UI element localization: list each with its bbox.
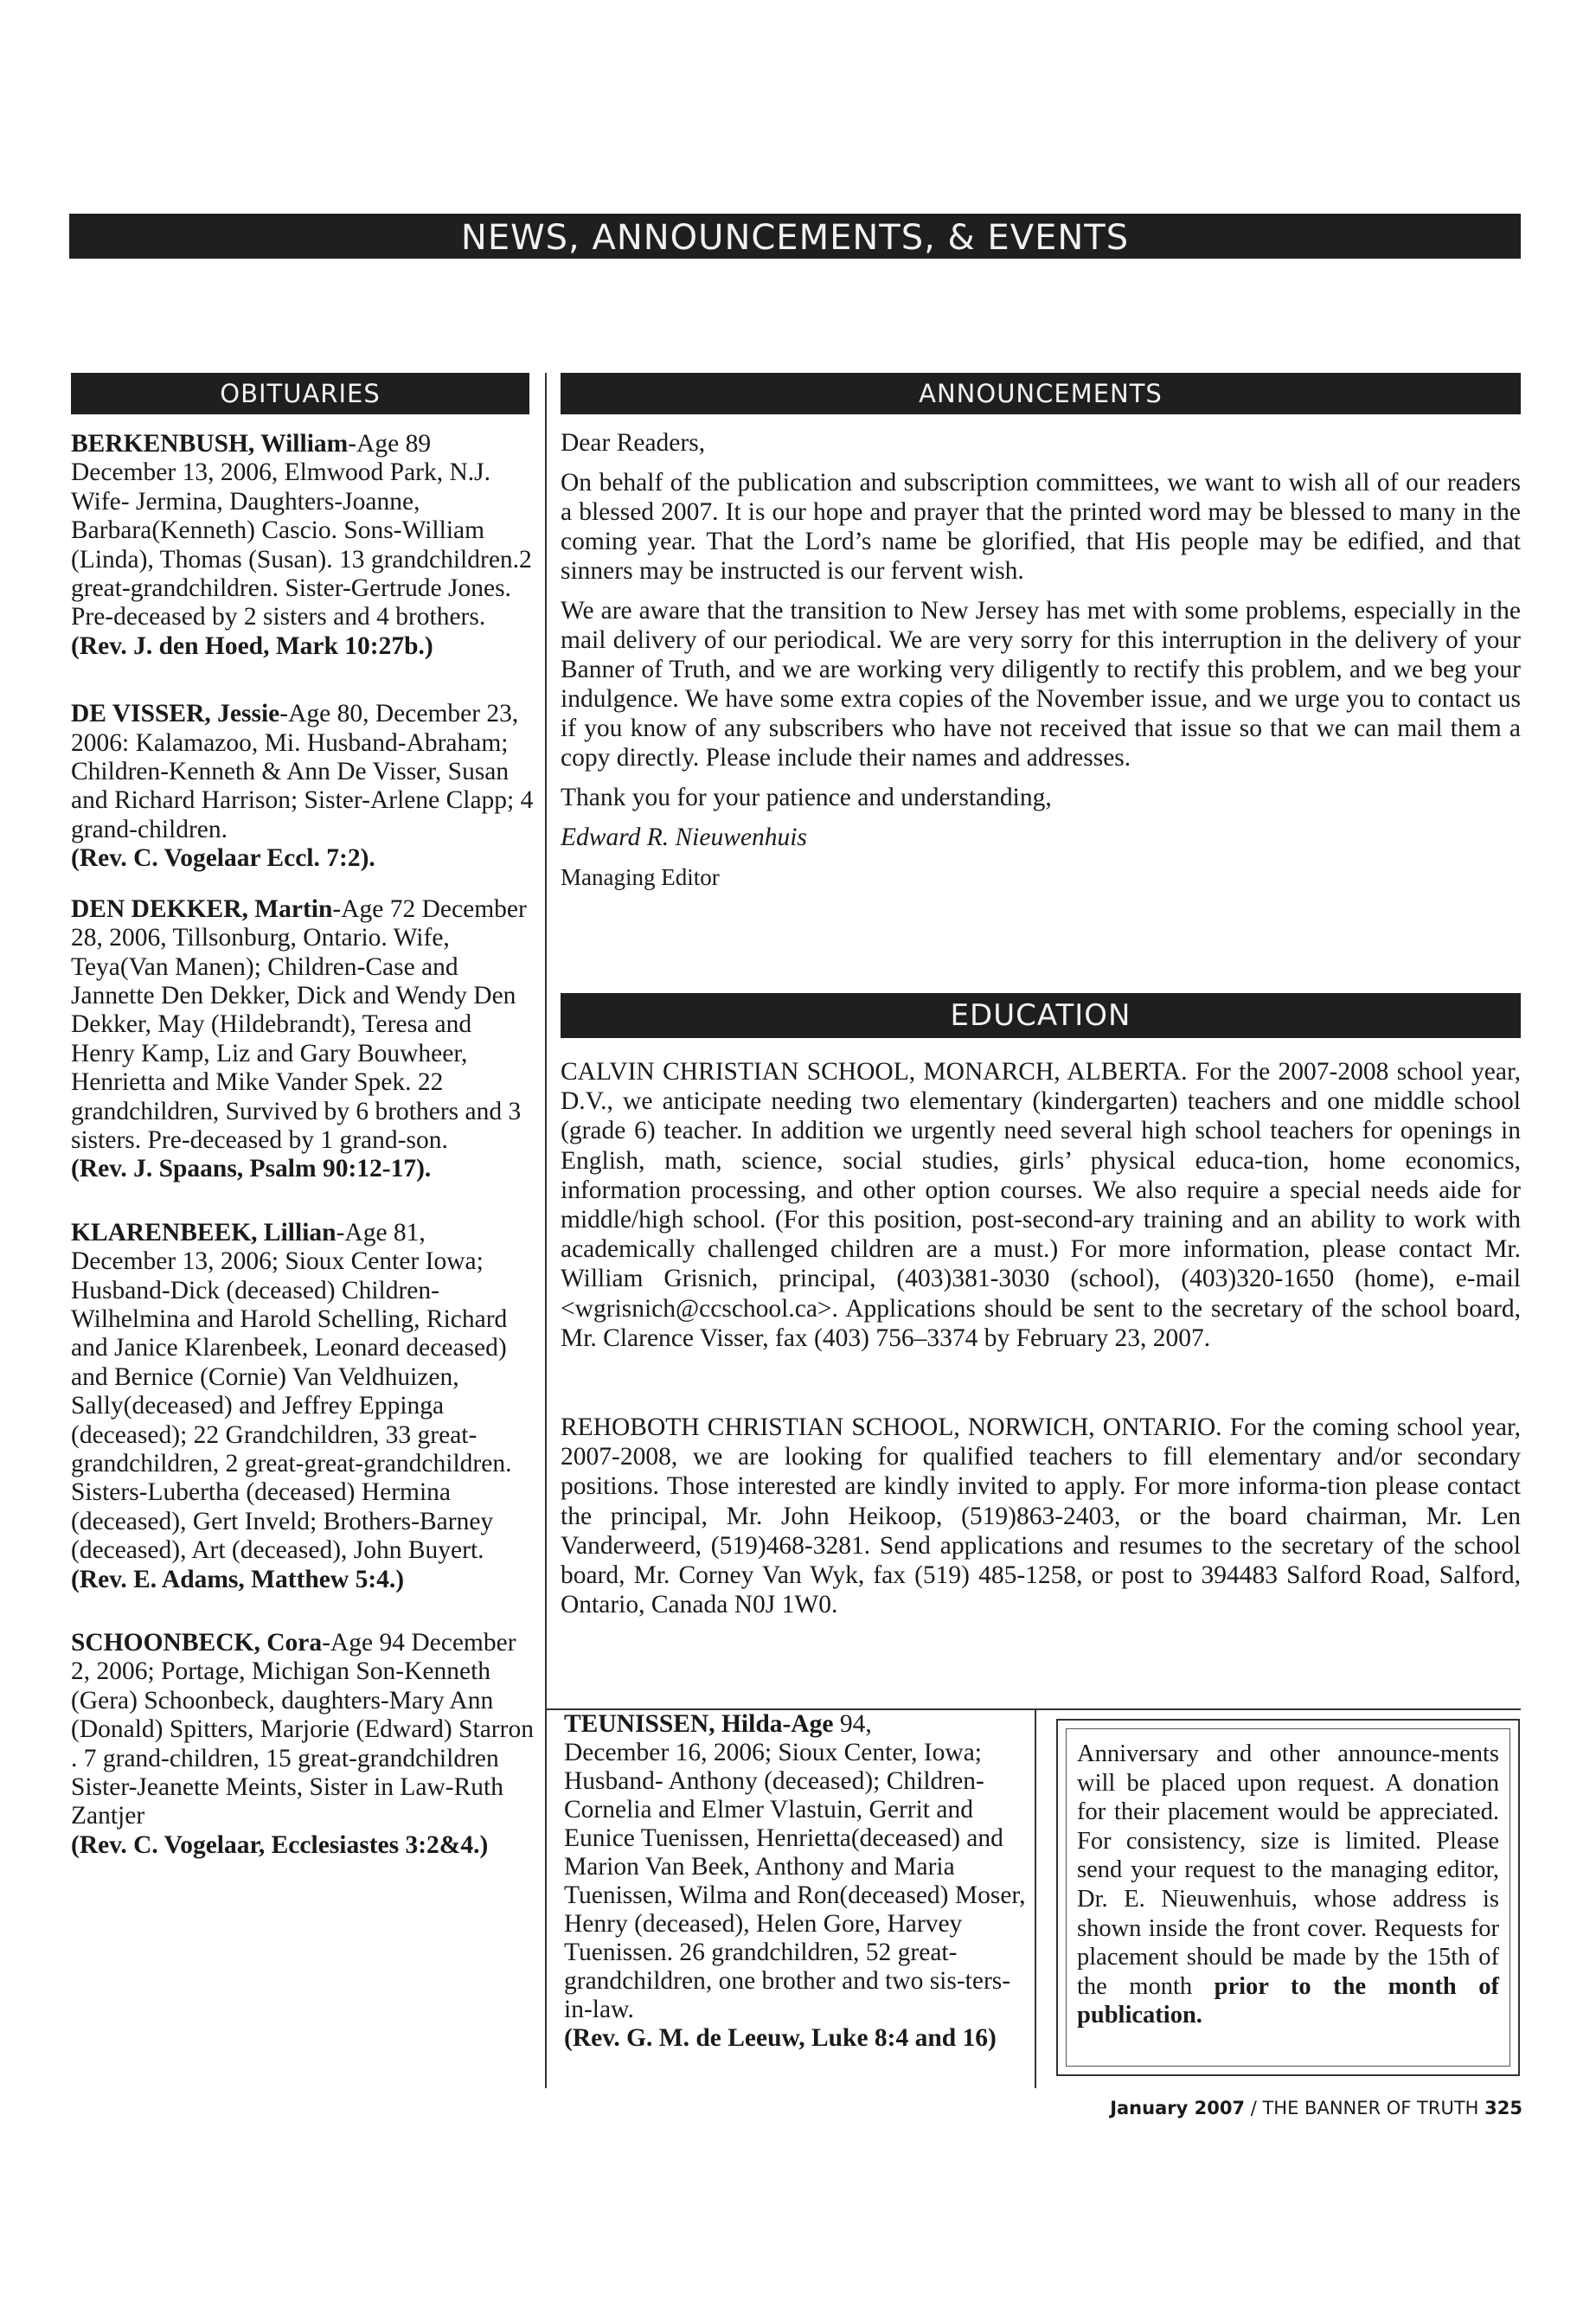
- obituaries-column: [71, 430, 534, 1881]
- education-heading: EDUCATION: [950, 998, 1131, 1033]
- column-divider: [545, 373, 547, 2088]
- education-listing: CALVIN CHRISTIAN SCHOOL, MONARCH, ALBERTA. For the 2007-2008 school year, D.V., we anticipate needing two elementary (kindergarten) teachers and one middle school (grade 6) teacher. In addition we urgently need several high school teachers for openings in English, math, science, social studies, girls’ physical educa-tion, home economics, information processing, and other option courses. We also require a special needs aide for middle/high school. (For this position, post-second-ary training and an ability to work with academically challenged children are a must.) For more information, please contact Mr. William Grisnich, principal, (403)381-3030 (school), (403)320-1650 (home), e-mail <wgrisnich@ccschool.ca>. Applications should be sent to the secretary of the school board, Mr. Clarence Visser, fax (403) 756–3374 by February 23, 2007.: [561, 1058, 1521, 1352]
- publication-name: THE BANNER OF TRUTH: [1262, 2098, 1479, 2118]
- obituary-entry: [71, 895, 534, 1184]
- obituary-name: TEUNISSEN, Hilda-Age: [564, 1710, 834, 1738]
- obituary-reference: (Rev. J. den Hoed, Mark 10:27b.): [71, 631, 433, 660]
- announcements-heading: ANNOUNCEMENTS: [919, 379, 1163, 408]
- obituary-entry: [71, 1629, 534, 1860]
- obituary-age: -Age 89: [348, 430, 432, 458]
- footer-separator: /: [1245, 2098, 1263, 2118]
- obituary-body: December 28, 2006, Tillsonburg, Ontario. Wife, Teya(Van Manen); Children-Case and Jannette Den Dekker, Dick and Wendy Den Dekker, May (Hildebrandt), Teresa and Henry Kamp, Liz and Gary Bouwheer, Henrietta and Mike Vander Spek. 22 grandchildren, Survived by 6 brothers and 3 sisters. Pre-deceased by 1 grand-son.: [71, 894, 527, 1154]
- obituary-reference: (Rev. C. Vogelaar Eccl. 7:2).: [71, 844, 375, 873]
- announcements-section: [561, 428, 1521, 902]
- obituary-age: -Age 80,: [279, 700, 369, 728]
- obituary-body: December 13, 2006; Sioux Center Iowa; Husband-Dick (deceased) Children-Wilhelmina and Harold Schelling, Richard and Janice Klarenbeek, Leonard deceased) and Bernice (Cornie) Van Veldhuizen, Sally(deceased) and Jeffrey Eppinga (deceased); 22 Grandchildren, 33 great-grandchildren, 2 great-great-grandchildren. Sisters-Lubertha (deceased) Hermina (deceased), Gert Inveld; Brothers-Barney (deceased), Art (deceased), John Buyert.: [71, 1247, 512, 1565]
- obituary-reference: (Rev. J. Spaans, Psalm 90:12-17).: [71, 1155, 432, 1183]
- obituary-name: KLARENBEEK, Lillian: [71, 1218, 337, 1247]
- obituaries-header: [71, 373, 529, 414]
- obituary-reference: (Rev. C. Vogelaar, Ecclesiastes 3:2&4.): [71, 1830, 489, 1859]
- greeting: Dear Readers,: [561, 429, 706, 457]
- page-title: NEWS, ANNOUNCEMENTS, & EVENTS: [460, 218, 1130, 258]
- obituaries-heading: OBITUARIES: [220, 379, 381, 408]
- page-footer: [1012, 2098, 1522, 2118]
- obituary-name: BERKENBUSH, William: [71, 430, 349, 458]
- education-header: [561, 993, 1521, 1038]
- notice-body: Anniversary and other announce-ments will be placed upon request. A donation for their placement would be appreciated. For consistency, size is limited. Please send your request to the managing editor, Dr. E. Nieuwenhuis, whose address is shown inside the front cover. Requests for placement should be made by the 15th of the month: [1077, 1740, 1499, 2000]
- notice-text: [1066, 1728, 1510, 2067]
- announcement-paragraph: We are aware that the transition to New Jersey has met with some problems, especially in the mail delivery of our periodical. We are very sorry for this interruption in the delivery of your Banner of Truth, and we are working very diligently to rectify this problem, and we beg your indulgence. We have some extra copies of the November issue, and we urge you to contact us if you know of any subscribers who have not received that issue so that we can mail them a copy directly. Please include their names and addresses.: [561, 597, 1521, 772]
- announcements-header: [561, 373, 1521, 414]
- announcement-closing: Thank you for your patience and understanding,: [561, 784, 1052, 811]
- obituary-entry: [71, 700, 534, 873]
- obituary-age: -Age 94: [322, 1629, 405, 1657]
- obituary-entry: [564, 1710, 1027, 2053]
- issue-date: January 2007: [1110, 2098, 1246, 2118]
- obituary-body: December 16, 2006; Sioux Center, Iowa; Husband- Anthony (deceased); Children- Cornelia and Elmer Vlastuin, Gerrit and Eunice Tuenissen, Henrietta(deceased) and Marion Van Beek, Anthony and Maria Tuenissen, Wilma and Ron(deceased) Moser, Henry (deceased), Helen Gore, Harvey Tuenissen. 26 grandchildren, 52 great-grandchildren, one brother and two sis-ters-in-law.: [564, 1739, 1026, 2023]
- obituary-body: December 23, 2006: Kalamazoo, Mi. Husband-Abraham; Children-Kenneth & Ann De Visser, Susan and Richard Harrison; Sister-Arlene Clapp; 4 grand-children.: [71, 700, 534, 843]
- section-banner: [69, 214, 1521, 259]
- obituary-body: December 13, 2006, Elmwood Park, N.J. Wife- Jermina, Daughters-Joanne, Barbara(Kenneth) Cascio. Sons-William (Linda), Thomas (Susan). 13 grandchildren.2 great-grandchildren. Sister-Gertrude Jones. Pre-deceased by 2 sisters and 4 brothers.: [71, 458, 532, 631]
- obituary-name: DEN DEKKER, Martin: [71, 894, 333, 923]
- obituary-entry: [71, 430, 534, 661]
- obituary-entry: [71, 1219, 534, 1594]
- obituary-reference: (Rev. G. M. de Leeuw, Luke 8:4 and 16): [564, 2024, 997, 2052]
- education-listing: REHOBOTH CHRISTIAN SCHOOL, NORWICH, ONTARIO. For the coming school year, 2007-2008, we are looking for qualified teachers to fill elementary and/or secondary positions. Those interested are kindly invited to apply. For more informa-tion please contact the principal, Mr. John Heikoop, (519)863-2403, or the board chairman, Mr. Len Vanderweerd, (519)468-3281. Send applications and resumes to the secretary of the school board, Mr. Corney Van Wyk, fax (519) 485-1258, or post to 394483 Salford Road, Salford, Ontario, Canada N0J 1W0.: [561, 1413, 1521, 1619]
- education-section: [561, 1057, 1521, 1619]
- signature-name: Edward R. Nieuwenhuis: [561, 824, 807, 851]
- announcement-paragraph: On behalf of the publication and subscription committees, we want to wish all of our readers a blessed 2007. It is our hope and prayer that the printed word may be blessed to many in the coming year. That the Lord’s name be glorified, that His people may be edified, and that sinners may be instructed is our fervent wish.: [561, 469, 1521, 585]
- obituary-name: SCHOONBECK, Cora: [71, 1629, 323, 1657]
- page-number: 325: [1484, 2098, 1522, 2118]
- notice-emphasis: prior to the month of publication.: [1077, 1972, 1499, 2029]
- obituary-age: -Age 81,: [336, 1218, 426, 1247]
- box-divider: [1035, 1708, 1036, 2088]
- obituary-age: 94,: [833, 1710, 872, 1738]
- obituary-body: December 2, 2006; Portage, Michigan Son-Kenneth (Gera) Schoonbeck, daughters-Mary Ann (Donald) Spitters, Marjorie (Edward) Starron . 7 grand-children, 15 great-grandchildren Sister-Jeanette Meints, Sister in Law-Ruth Zantjer: [71, 1629, 534, 1830]
- obituary-age: -Age 72: [332, 894, 416, 923]
- obituary-name: DE VISSER, Jessie: [71, 700, 280, 728]
- obituary-reference: (Rev. E. Adams, Matthew 5:4.): [71, 1565, 405, 1593]
- signature-title: Managing Editor: [561, 864, 720, 890]
